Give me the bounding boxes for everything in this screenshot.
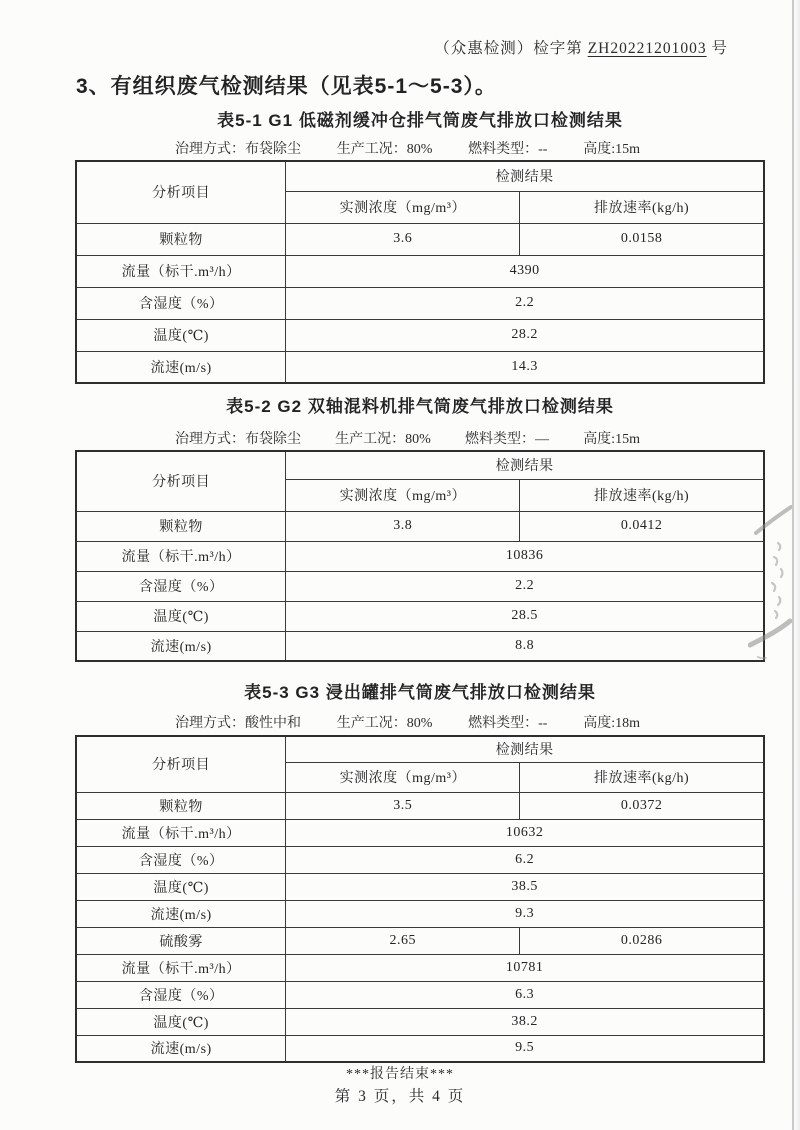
table-row [76,631,764,661]
report-number-line [434,36,728,58]
row-value: 2.2 [286,287,764,319]
table-row [76,511,764,541]
row-label: 流速(m/s) [76,900,286,927]
table-row [76,287,764,319]
row-value: 6.3 [286,981,764,1008]
row-value: 28.5 [286,601,764,631]
row-label: 颗粒物 [76,223,286,255]
header-item: 分析项目 [76,736,286,792]
table-row [76,873,764,900]
row-label: 温度(℃) [76,601,286,631]
table-5-2-meta [175,428,640,448]
row-label: 流速(m/s) [76,1035,286,1062]
meta-height: 高度:15m [583,432,640,447]
meta-condition: 生产工况：80% [336,716,433,731]
header-row [76,736,764,762]
row-value: 14.3 [286,351,764,383]
row-label: 含湿度（%） [76,571,286,601]
row-rate: 0.0286 [520,927,764,954]
row-value: 9.3 [286,900,764,927]
table-row [76,1035,764,1062]
row-rate: 0.0412 [520,511,764,541]
header-result: 检测结果 [286,161,764,191]
meta-fuel: 燃料类型：-- [468,716,548,731]
meta-height: 高度:15m [583,142,640,157]
header-concentration: 实测浓度（mg/m³） [286,191,520,223]
header-rate: 排放速率(kg/h) [520,762,764,792]
meta-fuel: 燃料类型：— [465,432,550,447]
row-value: 38.5 [286,873,764,900]
page-number: 第 3 页，共 4 页 [334,1088,466,1105]
header-row [76,451,764,479]
row-label: 流速(m/s) [76,631,286,661]
row-value: 6.2 [286,846,764,873]
row-label: 温度(℃) [76,873,286,900]
row-value: 9.5 [286,1035,764,1062]
report-number: ZH20221201003 [587,40,707,57]
table-5-3 [75,735,765,1063]
header-concentration: 实测浓度（mg/m³） [286,762,520,792]
header-item: 分析项目 [76,451,286,511]
header-item: 分析项目 [76,161,286,223]
row-value: 10632 [286,819,764,846]
table-row [76,223,764,255]
table-row [76,351,764,383]
meta-treatment: 治理方式：布袋除尘 [175,432,301,447]
meta-height: 高度:18m [583,716,640,731]
row-value: 10781 [286,954,764,981]
table-5-1-title: 表5-1 G1 低磁剂缓冲仓排气筒废气排放口检测结果 [217,111,623,130]
row-label: 流速(m/s) [76,351,286,383]
row-concentration: 2.65 [286,927,520,954]
meta-treatment: 治理方式：酸性中和 [175,716,301,731]
header-concentration: 实测浓度（mg/m³） [286,479,520,511]
row-label: 颗粒物 [76,511,286,541]
row-label: 流量（标干.m³/h） [76,954,286,981]
report-number-prefix: （众惠检测）检字第 [434,40,588,57]
scan-edge-line [792,0,794,1130]
table-5-1-meta [175,138,640,158]
table-row [76,601,764,631]
table-5-3-title: 表5-3 G3 浸出罐排气筒废气排放口检测结果 [244,683,596,702]
table-row [76,846,764,873]
table-row [76,900,764,927]
report-number-suffix: 号 [706,40,728,57]
table-row [76,571,764,601]
row-label: 含湿度（%） [76,287,286,319]
header-rate: 排放速率(kg/h) [520,191,764,223]
table-5-2-title: 表5-2 G2 双轴混料机排气筒废气排放口检测结果 [226,397,614,416]
table-5-1 [75,160,765,384]
row-label: 硫酸雾 [76,927,286,954]
meta-condition: 生产工况：80% [335,432,431,447]
scan-edge-shade [794,0,800,1130]
row-label: 流量（标干.m³/h） [76,541,286,571]
meta-treatment: 治理方式：布袋除尘 [175,142,301,157]
row-label: 含湿度（%） [76,981,286,1008]
row-value: 4390 [286,255,764,287]
row-label: 流量（标干.m³/h） [76,255,286,287]
section-title: 3、有组织废气检测结果（见表5-1～5-3）。 [76,75,497,98]
row-value: 28.2 [286,319,764,351]
header-result: 检测结果 [286,451,764,479]
row-rate: 0.0372 [520,792,764,819]
meta-condition: 生产工况：80% [336,142,433,157]
row-value: 38.2 [286,1008,764,1035]
row-concentration: 3.6 [286,223,520,255]
row-label: 流量（标干.m³/h） [76,819,286,846]
row-label: 颗粒物 [76,792,286,819]
table-row [76,255,764,287]
header-result: 检测结果 [286,736,764,762]
row-rate: 0.0158 [520,223,764,255]
table-row [76,541,764,571]
row-value: 2.2 [286,571,764,601]
row-value: 8.8 [286,631,764,661]
row-label: 温度(℃) [76,319,286,351]
table-row [76,819,764,846]
row-concentration: 3.8 [286,511,520,541]
table-row [76,319,764,351]
row-label: 含湿度（%） [76,846,286,873]
meta-fuel: 燃料类型：-- [468,142,548,157]
row-label: 温度(℃) [76,1008,286,1035]
row-value: 10836 [286,541,764,571]
table-5-2 [75,450,765,662]
header-row [76,161,764,191]
report-end-mark: ***报告结束*** [346,1067,454,1082]
row-concentration: 3.5 [286,792,520,819]
table-row [76,1008,764,1035]
table-5-3-meta [175,712,640,732]
table-row [76,981,764,1008]
table-row [76,954,764,981]
header-rate: 排放速率(kg/h) [520,479,764,511]
table-row [76,792,764,819]
table-row [76,927,764,954]
